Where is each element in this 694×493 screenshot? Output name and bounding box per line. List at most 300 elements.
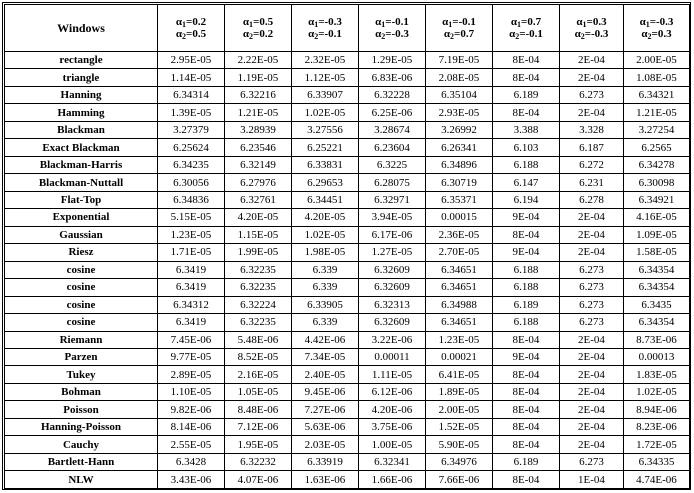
value-cell: 6.3419: [158, 261, 225, 278]
alpha1-value: [428, 16, 490, 28]
value-cell: 2.32E-05: [292, 52, 359, 69]
value-cell: 6.3419: [158, 279, 225, 296]
value-cell: 2E-04: [560, 418, 624, 435]
value-cell: 6.17E-06: [359, 226, 426, 243]
value-cell: 6.23546: [225, 139, 292, 156]
value-cell: 6.34321: [624, 86, 690, 103]
value-cell: 6.32971: [359, 191, 426, 208]
value-cell: 2E-04: [560, 436, 624, 453]
window-name-cell: Exact Blackman: [5, 139, 158, 156]
value-cell: 6.3428: [158, 453, 225, 470]
value-cell: 6.83E-06: [359, 69, 426, 86]
alpha1-value: [626, 16, 687, 28]
alpha-symbol: α: [308, 28, 315, 40]
value-cell: 6.26341: [426, 139, 493, 156]
alpha-subscript: 2: [381, 32, 386, 41]
alpha-symbol: α: [375, 16, 382, 28]
alpha-subscript: 1: [448, 20, 453, 29]
window-name-cell: Riesz: [5, 244, 158, 261]
alpha1-value: [160, 16, 222, 28]
value-cell: 6.33919: [292, 453, 359, 470]
alpha-subscript: 2: [249, 32, 254, 41]
value-cell: 6.34988: [426, 296, 493, 313]
value-cell: 7.34E-05: [292, 348, 359, 365]
value-cell: 1.00E-05: [359, 436, 426, 453]
alpha-subscript: 2: [647, 32, 652, 41]
alpha-number: =0.7: [454, 28, 475, 40]
value-cell: 6.29653: [292, 174, 359, 191]
value-cell: 2E-04: [560, 244, 624, 261]
table-row: [5, 69, 690, 86]
value-cell: 1.83E-05: [624, 366, 690, 383]
window-name-cell: triangle: [5, 69, 158, 86]
value-cell: 2.93E-05: [426, 104, 493, 121]
value-cell: 4.07E-06: [225, 471, 292, 489]
alpha2-value: [562, 28, 621, 40]
alpha-column-header: [426, 5, 493, 52]
value-cell: 4.74E-06: [624, 471, 690, 489]
value-cell: 2.36E-05: [426, 226, 493, 243]
alpha2-value: [495, 28, 557, 40]
value-cell: 1.23E-05: [158, 226, 225, 243]
alpha-subscript: 1: [582, 20, 587, 29]
alpha-number: =-0.3: [649, 16, 674, 28]
value-cell: 9.82E-06: [158, 401, 225, 418]
value-cell: 2E-04: [560, 331, 624, 348]
windows-column-header: Windows: [5, 5, 158, 52]
value-cell: 0.00021: [426, 348, 493, 365]
table-row: [5, 453, 690, 470]
alpha-number: =0.3: [651, 28, 672, 40]
value-cell: 2.95E-05: [158, 52, 225, 69]
alpha1-value: [227, 16, 289, 28]
value-cell: 2.08E-05: [426, 69, 493, 86]
value-cell: 6.28075: [359, 174, 426, 191]
value-cell: 6.32761: [225, 191, 292, 208]
value-cell: 1.99E-05: [225, 244, 292, 261]
value-cell: 1.05E-05: [225, 383, 292, 400]
table-row: [5, 156, 690, 173]
value-cell: 3.388: [493, 121, 560, 138]
alpha1-value: [361, 16, 423, 28]
value-cell: 2.16E-05: [225, 366, 292, 383]
value-cell: 2.00E-05: [426, 401, 493, 418]
value-cell: 1.15E-05: [225, 226, 292, 243]
alpha-number: =-0.1: [452, 16, 476, 28]
value-cell: 8E-04: [493, 69, 560, 86]
value-cell: 6.339: [292, 314, 359, 331]
value-cell: 4.42E-06: [292, 331, 359, 348]
alpha-number: =0.5: [186, 28, 207, 40]
alpha-column-header: [359, 5, 426, 52]
value-cell: 0.00011: [359, 348, 426, 365]
alpha-subscript: 1: [314, 20, 319, 29]
alpha-symbol: α: [509, 28, 516, 40]
value-cell: 6.32609: [359, 261, 426, 278]
value-cell: 1.66E-06: [359, 471, 426, 489]
value-cell: 1.23E-05: [426, 331, 493, 348]
alpha-column-header: [493, 5, 560, 52]
window-name-cell: cosine: [5, 261, 158, 278]
value-cell: 6.25624: [158, 139, 225, 156]
alpha-symbol: α: [576, 16, 583, 28]
value-cell: 0.00013: [624, 348, 690, 365]
window-name-cell: Riemann: [5, 331, 158, 348]
value-cell: 6.188: [493, 156, 560, 173]
value-cell: 3.26992: [426, 121, 493, 138]
alpha-symbol: α: [639, 16, 646, 28]
window-name-cell: NLW: [5, 471, 158, 489]
table-row: [5, 209, 690, 226]
alpha1-value: [562, 16, 621, 28]
table-row: [5, 383, 690, 400]
value-cell: 8.52E-05: [225, 348, 292, 365]
value-cell: 6.34921: [624, 191, 690, 208]
alpha-column-header: [158, 5, 225, 52]
value-cell: 6.2565: [624, 139, 690, 156]
value-cell: 6.188: [493, 314, 560, 331]
value-cell: 6.32235: [225, 261, 292, 278]
alpha-number: =0.2: [186, 16, 207, 28]
table-row: [5, 226, 690, 243]
value-cell: 6.339: [292, 279, 359, 296]
window-name-cell: cosine: [5, 314, 158, 331]
value-cell: 6.30098: [624, 174, 690, 191]
window-name-cell: Flat-Top: [5, 191, 158, 208]
window-name-cell: Blackman-Nuttall: [5, 174, 158, 191]
table-row: [5, 314, 690, 331]
value-cell: 6.231: [560, 174, 624, 191]
alpha-subscript: 1: [645, 20, 650, 29]
value-cell: 1.27E-05: [359, 244, 426, 261]
value-cell: 6.32228: [359, 86, 426, 103]
value-cell: 2E-04: [560, 226, 624, 243]
value-cell: 6.273: [560, 279, 624, 296]
alpha-symbol: α: [510, 16, 518, 28]
window-name-cell: Bartlett-Hann: [5, 453, 158, 470]
value-cell: 6.34235: [158, 156, 225, 173]
value-cell: 3.27556: [292, 121, 359, 138]
value-cell: 6.34451: [292, 191, 359, 208]
value-cell: 3.43E-06: [158, 471, 225, 489]
value-cell: 1.39E-05: [158, 104, 225, 121]
value-cell: 8E-04: [493, 436, 560, 453]
value-cell: 6.23604: [359, 139, 426, 156]
table-row: [5, 104, 690, 121]
alpha-symbol: α: [375, 28, 382, 40]
value-cell: 6.33905: [292, 296, 359, 313]
alpha-column-header: [560, 5, 624, 52]
alpha-column-header: [225, 5, 292, 52]
window-name-cell: Exponential: [5, 209, 158, 226]
value-cell: 1.21E-05: [624, 104, 690, 121]
alpha-subscript: 1: [381, 20, 386, 29]
value-cell: 6.34278: [624, 156, 690, 173]
value-cell: 2E-04: [560, 104, 624, 121]
alpha1-value: [495, 16, 557, 28]
alpha1-value: [294, 16, 356, 28]
value-cell: 3.94E-05: [359, 209, 426, 226]
alpha-symbol: α: [175, 28, 183, 40]
value-cell: 6.35104: [426, 86, 493, 103]
value-cell: 8.73E-06: [624, 331, 690, 348]
value-cell: 7.19E-05: [426, 52, 493, 69]
alpha-number: =0.3: [586, 16, 607, 28]
value-cell: 2.89E-05: [158, 366, 225, 383]
value-cell: 7.12E-06: [225, 418, 292, 435]
value-cell: 6.273: [560, 261, 624, 278]
value-cell: 3.27254: [624, 121, 690, 138]
value-cell: 1.63E-06: [292, 471, 359, 489]
value-cell: 6.35371: [426, 191, 493, 208]
value-cell: 6.189: [493, 296, 560, 313]
alpha-number: =-0.1: [318, 28, 342, 40]
value-cell: 6.32609: [359, 314, 426, 331]
value-cell: 4.20E-05: [225, 209, 292, 226]
window-name-cell: Bohman: [5, 383, 158, 400]
value-cell: 1.29E-05: [359, 52, 426, 69]
value-cell: 2E-04: [560, 69, 624, 86]
value-cell: 1.21E-05: [225, 104, 292, 121]
value-cell: 8E-04: [493, 366, 560, 383]
alpha-symbol: α: [242, 16, 250, 28]
window-name-cell: Gaussian: [5, 226, 158, 243]
value-cell: 6.34354: [624, 261, 690, 278]
value-cell: 1.10E-05: [158, 383, 225, 400]
alpha2-value: [160, 28, 222, 40]
value-cell: 3.328: [560, 121, 624, 138]
alpha-number: =-0.3: [385, 28, 409, 40]
table-row: [5, 296, 690, 313]
window-name-cell: Blackman: [5, 121, 158, 138]
window-name-cell: rectangle: [5, 52, 158, 69]
value-cell: 2.55E-05: [158, 436, 225, 453]
value-cell: 6.32224: [225, 296, 292, 313]
table-row: [5, 139, 690, 156]
value-cell: 6.32235: [225, 279, 292, 296]
value-cell: 9E-04: [493, 244, 560, 261]
value-cell: 6.34651: [426, 314, 493, 331]
value-cell: 1.89E-05: [426, 383, 493, 400]
value-cell: 6.188: [493, 279, 560, 296]
value-cell: 3.22E-06: [359, 331, 426, 348]
value-cell: 6.187: [560, 139, 624, 156]
table-row: [5, 331, 690, 348]
value-cell: 7.66E-06: [426, 471, 493, 489]
value-cell: 8.94E-06: [624, 401, 690, 418]
window-name-cell: Cauchy: [5, 436, 158, 453]
alpha-number: =-0.1: [519, 28, 543, 40]
window-name-cell: Hamming: [5, 104, 158, 121]
value-cell: 6.34836: [158, 191, 225, 208]
value-cell: 6.34312: [158, 296, 225, 313]
table-row: [5, 244, 690, 261]
value-cell: 5.15E-05: [158, 209, 225, 226]
value-cell: 6.32232: [225, 453, 292, 470]
value-cell: 6.34354: [624, 314, 690, 331]
value-cell: 4.20E-06: [359, 401, 426, 418]
value-cell: 6.272: [560, 156, 624, 173]
value-cell: 9E-04: [493, 209, 560, 226]
alpha2-value: [361, 28, 423, 40]
value-cell: 6.34976: [426, 453, 493, 470]
alpha2-value: [294, 28, 356, 40]
value-cell: 6.34354: [624, 279, 690, 296]
alpha-symbol: α: [442, 16, 449, 28]
value-cell: 8.14E-06: [158, 418, 225, 435]
alpha-symbol: α: [641, 28, 648, 40]
value-cell: 6.12E-06: [359, 383, 426, 400]
value-cell: 6.188: [493, 261, 560, 278]
value-cell: 8E-04: [493, 471, 560, 489]
value-cell: 8E-04: [493, 104, 560, 121]
value-cell: 1E-04: [560, 471, 624, 489]
alpha-symbol: α: [308, 16, 315, 28]
value-cell: 6.27976: [225, 174, 292, 191]
value-cell: 6.34335: [624, 453, 690, 470]
table-row: [5, 471, 690, 489]
value-cell: 5.90E-05: [426, 436, 493, 453]
value-cell: 6.32235: [225, 314, 292, 331]
value-cell: 7.45E-06: [158, 331, 225, 348]
value-cell: 6.189: [493, 86, 560, 103]
table-body: [5, 52, 690, 489]
value-cell: 1.12E-05: [292, 69, 359, 86]
value-cell: 5.63E-06: [292, 418, 359, 435]
table-row: [5, 261, 690, 278]
value-cell: 8.48E-06: [225, 401, 292, 418]
value-cell: 6.273: [560, 296, 624, 313]
value-cell: 9.45E-06: [292, 383, 359, 400]
value-cell: 1.08E-05: [624, 69, 690, 86]
window-name-cell: Poisson: [5, 401, 158, 418]
value-cell: 3.75E-06: [359, 418, 426, 435]
value-cell: 2.40E-05: [292, 366, 359, 383]
value-cell: 6.34314: [158, 86, 225, 103]
value-cell: 2.22E-05: [225, 52, 292, 69]
value-cell: 6.34651: [426, 279, 493, 296]
value-cell: 6.25221: [292, 139, 359, 156]
window-name-cell: cosine: [5, 296, 158, 313]
value-cell: 1.58E-05: [624, 244, 690, 261]
value-cell: 2E-04: [560, 52, 624, 69]
value-cell: 6.33831: [292, 156, 359, 173]
table-row: [5, 121, 690, 138]
value-cell: 1.72E-05: [624, 436, 690, 453]
table-row: [5, 52, 690, 69]
value-cell: 6.32609: [359, 279, 426, 296]
value-cell: 6.339: [292, 261, 359, 278]
window-name-cell: Hanning-Poisson: [5, 418, 158, 435]
value-cell: 6.273: [560, 453, 624, 470]
value-cell: 1.14E-05: [158, 69, 225, 86]
alpha-subscript: 2: [182, 32, 187, 41]
table-row: [5, 436, 690, 453]
alpha-subscript: 1: [517, 20, 522, 29]
alpha-subscript: 2: [314, 32, 319, 41]
alpha-column-header: [624, 5, 690, 52]
value-cell: 1.02E-05: [624, 383, 690, 400]
value-cell: 6.25E-06: [359, 104, 426, 121]
value-cell: 8E-04: [493, 418, 560, 435]
value-cell: 6.32149: [225, 156, 292, 173]
alpha-number: =-0.3: [584, 28, 609, 40]
value-cell: 6.3419: [158, 314, 225, 331]
value-cell: 6.3435: [624, 296, 690, 313]
value-cell: 7.27E-06: [292, 401, 359, 418]
value-cell: 3.27379: [158, 121, 225, 138]
value-cell: 8E-04: [493, 383, 560, 400]
alpha2-value: [428, 28, 490, 40]
value-cell: 1.02E-05: [292, 226, 359, 243]
value-cell: 1.98E-05: [292, 244, 359, 261]
value-cell: 4.16E-05: [624, 209, 690, 226]
alpha-subscript: 2: [450, 32, 455, 41]
value-cell: 2E-04: [560, 383, 624, 400]
value-cell: 6.32313: [359, 296, 426, 313]
table-row: [5, 191, 690, 208]
value-cell: 9.77E-05: [158, 348, 225, 365]
alpha-symbol: α: [242, 28, 250, 40]
alpha-number: =0.7: [521, 16, 542, 28]
value-cell: 2E-04: [560, 348, 624, 365]
alpha-number: =0.2: [253, 28, 274, 40]
window-name-cell: Hanning: [5, 86, 158, 103]
value-cell: 6.278: [560, 191, 624, 208]
value-cell: 6.41E-05: [426, 366, 493, 383]
window-name-cell: Parzen: [5, 348, 158, 365]
value-cell: 2.03E-05: [292, 436, 359, 453]
header-row: [5, 5, 690, 52]
window-name-cell: Tukey: [5, 366, 158, 383]
value-cell: 1.19E-05: [225, 69, 292, 86]
value-cell: 6.30056: [158, 174, 225, 191]
value-cell: 2E-04: [560, 209, 624, 226]
value-cell: 2E-04: [560, 366, 624, 383]
value-cell: 1.52E-05: [426, 418, 493, 435]
alpha-subscript: 1: [182, 20, 187, 29]
alpha-symbol: α: [574, 28, 581, 40]
value-cell: 6.273: [560, 86, 624, 103]
value-cell: 6.194: [493, 191, 560, 208]
table-row: [5, 401, 690, 418]
value-cell: 0.00015: [426, 209, 493, 226]
value-cell: 6.34896: [426, 156, 493, 173]
value-cell: 6.3225: [359, 156, 426, 173]
value-cell: 6.32341: [359, 453, 426, 470]
table-row: [5, 366, 690, 383]
value-cell: 6.33907: [292, 86, 359, 103]
alpha-subscript: 1: [249, 20, 254, 29]
window-name-cell: Blackman-Harris: [5, 156, 158, 173]
value-cell: 6.273: [560, 314, 624, 331]
value-cell: 6.103: [493, 139, 560, 156]
value-cell: 1.95E-05: [225, 436, 292, 453]
value-cell: 2.70E-05: [426, 244, 493, 261]
value-cell: 8E-04: [493, 226, 560, 243]
value-cell: 2.00E-05: [624, 52, 690, 69]
value-cell: 3.28939: [225, 121, 292, 138]
table-header: [5, 5, 690, 52]
value-cell: 5.48E-06: [225, 331, 292, 348]
value-cell: 6.32216: [225, 86, 292, 103]
value-cell: 6.34651: [426, 261, 493, 278]
value-cell: 1.02E-05: [292, 104, 359, 121]
table-row: [5, 348, 690, 365]
alpha-subscript: 2: [580, 32, 585, 41]
table-row: [5, 418, 690, 435]
value-cell: 8.23E-06: [624, 418, 690, 435]
